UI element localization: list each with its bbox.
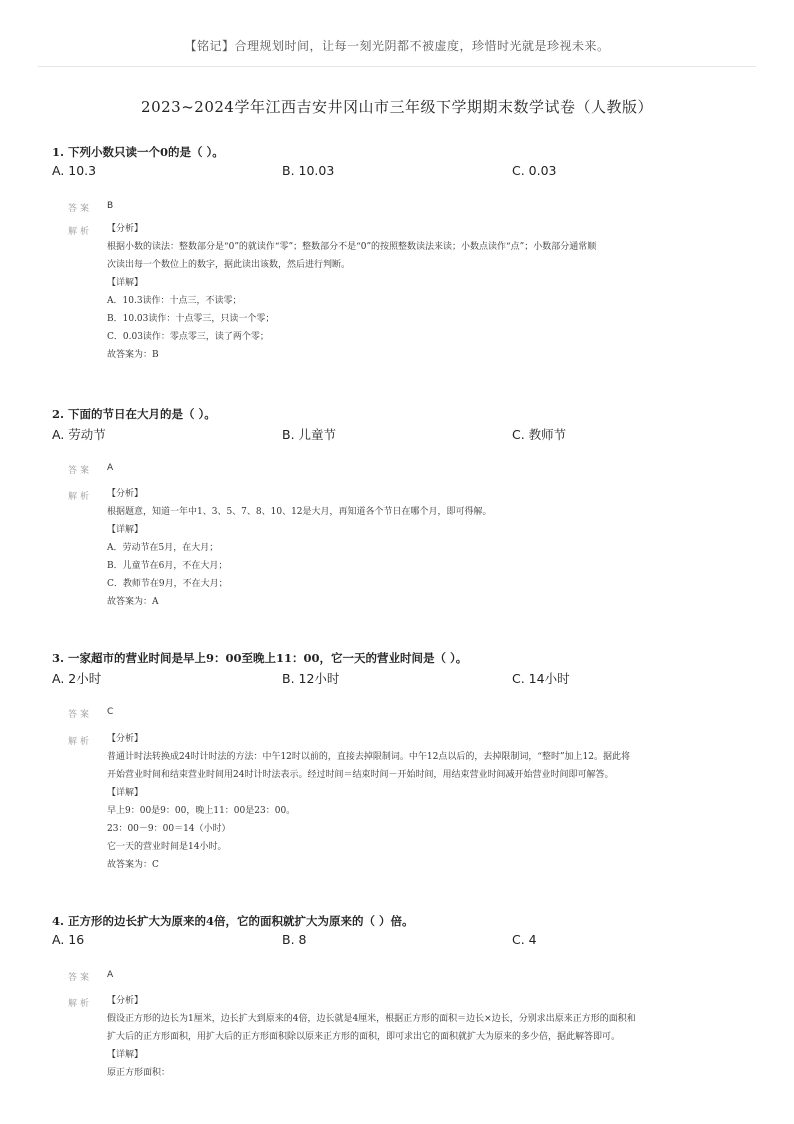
motto-header: 【铭记】合理规划时间，让每一刻光阴都不被虚度，珍惜时光就是珍视未来。: [184, 39, 610, 53]
options-row: [52, 932, 752, 952]
option-c: C. 教师节: [512, 427, 567, 442]
analysis-line: 【分析】: [107, 734, 144, 744]
analysis-body: [107, 485, 732, 611]
analysis-line: 【分析】: [107, 224, 144, 234]
analysis-line: 原正方形面积：: [107, 1068, 171, 1078]
question-stem: 3. 一家超市的营业时间是早上9：00至晚上11：00，它一天的营业时间是（ ）。: [52, 651, 468, 665]
analysis-line: C．0.03读作：零点零三，读了两个零；: [107, 332, 269, 342]
option-c: C. 0.03: [512, 163, 557, 178]
analysis-line: 扩大后的正方形面积，用扩大后的正方形面积除以原来正方形的面积，即可求出它的面积就扩大为原来的多少倍，据此解答即可。: [107, 1032, 621, 1042]
analysis-line: 【详解】: [107, 788, 144, 798]
analysis-body: [107, 992, 732, 1082]
answer-value: C: [107, 707, 114, 717]
analysis-line: 假设正方形的边长为1厘米，边长扩大到原来的4倍，边长就是4厘米，根据正方形的面积＝边长×边长，分别求出原来正方形的面积和: [107, 1014, 636, 1024]
answer-label: 答案: [68, 204, 93, 214]
options-row: [52, 425, 752, 445]
analysis-line: 早上9：00是9：00，晚上11：00是23：00。: [107, 806, 296, 816]
answer-label: 答案: [68, 973, 93, 983]
analysis-line: 【详解】: [107, 525, 144, 535]
analysis-label: 解析: [68, 492, 93, 502]
analysis-line: 开始营业时间和结束营业时间用24时计时法表示。经过时间＝结束时间－开始时间，用结束营业时间减开始营业时间即可解答。: [107, 770, 614, 780]
analysis-line: 【详解】: [107, 1050, 144, 1060]
option-c: C. 4: [512, 932, 537, 947]
analysis-label: 解析: [68, 227, 93, 237]
analysis-line: B．儿童节在6月，不在大月；: [107, 561, 228, 571]
analysis-line: 【详解】: [107, 278, 144, 288]
analysis-line: 次读出每一个数位上的数字，据此读出该数，然后进行判断。: [107, 260, 351, 270]
analysis-line: 根据题意，知道一年中1、3、5、7、8、10、12是大月，再知道各个节日在哪个月，即可得解。: [107, 507, 492, 517]
analysis-line: A．劳动节在5月，在大月；: [107, 543, 219, 553]
analysis-line: 故答案为：A: [107, 597, 159, 607]
analysis-label: 解析: [68, 999, 93, 1009]
analysis-line: A．10.3读作：十点三，不读零；: [107, 296, 242, 306]
analysis-line: 【分析】: [107, 489, 144, 499]
analysis-line: 故答案为：C: [107, 860, 159, 870]
analysis-line: B．10.03读作：十点零三，只读一个零；: [107, 314, 275, 324]
answer-value: A: [107, 970, 114, 980]
option-b: B. 儿童节: [282, 427, 337, 442]
analysis-line: C．教师节在9月，不在大月；: [107, 579, 228, 589]
analysis-line: 故答案为：B: [107, 350, 159, 360]
options-row: [52, 163, 752, 183]
analysis-line: 它一天的营业时间是14小时。: [107, 842, 227, 852]
analysis-line: 根据小数的读法：整数部分是“0”的就读作“零”；整数部分不是“0”的按照整数读法来读；小数点读作“点”；小数部分通常顺: [107, 242, 597, 252]
analysis-line: 普通计时法转换成24时计时法的方法：中午12时以前的，直接去掉限制词。中午12点以后的，去掉限制词，“整时”加上12。据此将: [107, 752, 631, 762]
analysis-line: 【分析】: [107, 996, 144, 1006]
question-stem: 2. 下面的节日在大月的是（ ）。: [52, 407, 216, 421]
question-stem: 1. 下列小数只读一个0的是（ ）。: [52, 145, 224, 159]
analysis-body: [107, 730, 732, 874]
analysis-label: 解析: [68, 737, 93, 747]
answer-value: B: [107, 201, 114, 211]
answer-label: 答案: [68, 466, 93, 476]
analysis-line: 23：00－9：00＝14（小时）: [107, 824, 231, 834]
option-c: C. 14小时: [512, 671, 570, 686]
header-divider: [38, 66, 756, 67]
option-a: A. 16: [52, 932, 85, 947]
option-b: B. 12小时: [282, 671, 340, 686]
page-title: 2023~2024学年江西吉安井冈山市三年级下学期期末数学试卷（人教版）: [141, 98, 653, 116]
answer-value: A: [107, 463, 114, 473]
answer-label: 答案: [68, 710, 93, 720]
option-a: A. 10.3: [52, 163, 97, 178]
analysis-body: [107, 220, 732, 364]
option-b: B. 8: [282, 932, 307, 947]
option-a: A. 劳动节: [52, 427, 106, 442]
option-a: A. 2小时: [52, 671, 102, 686]
options-row: [52, 669, 752, 689]
option-b: B. 10.03: [282, 163, 335, 178]
question-stem: 4. 正方形的边长扩大为原来的4倍，它的面积就扩大为原来的（ ）倍。: [52, 914, 414, 928]
